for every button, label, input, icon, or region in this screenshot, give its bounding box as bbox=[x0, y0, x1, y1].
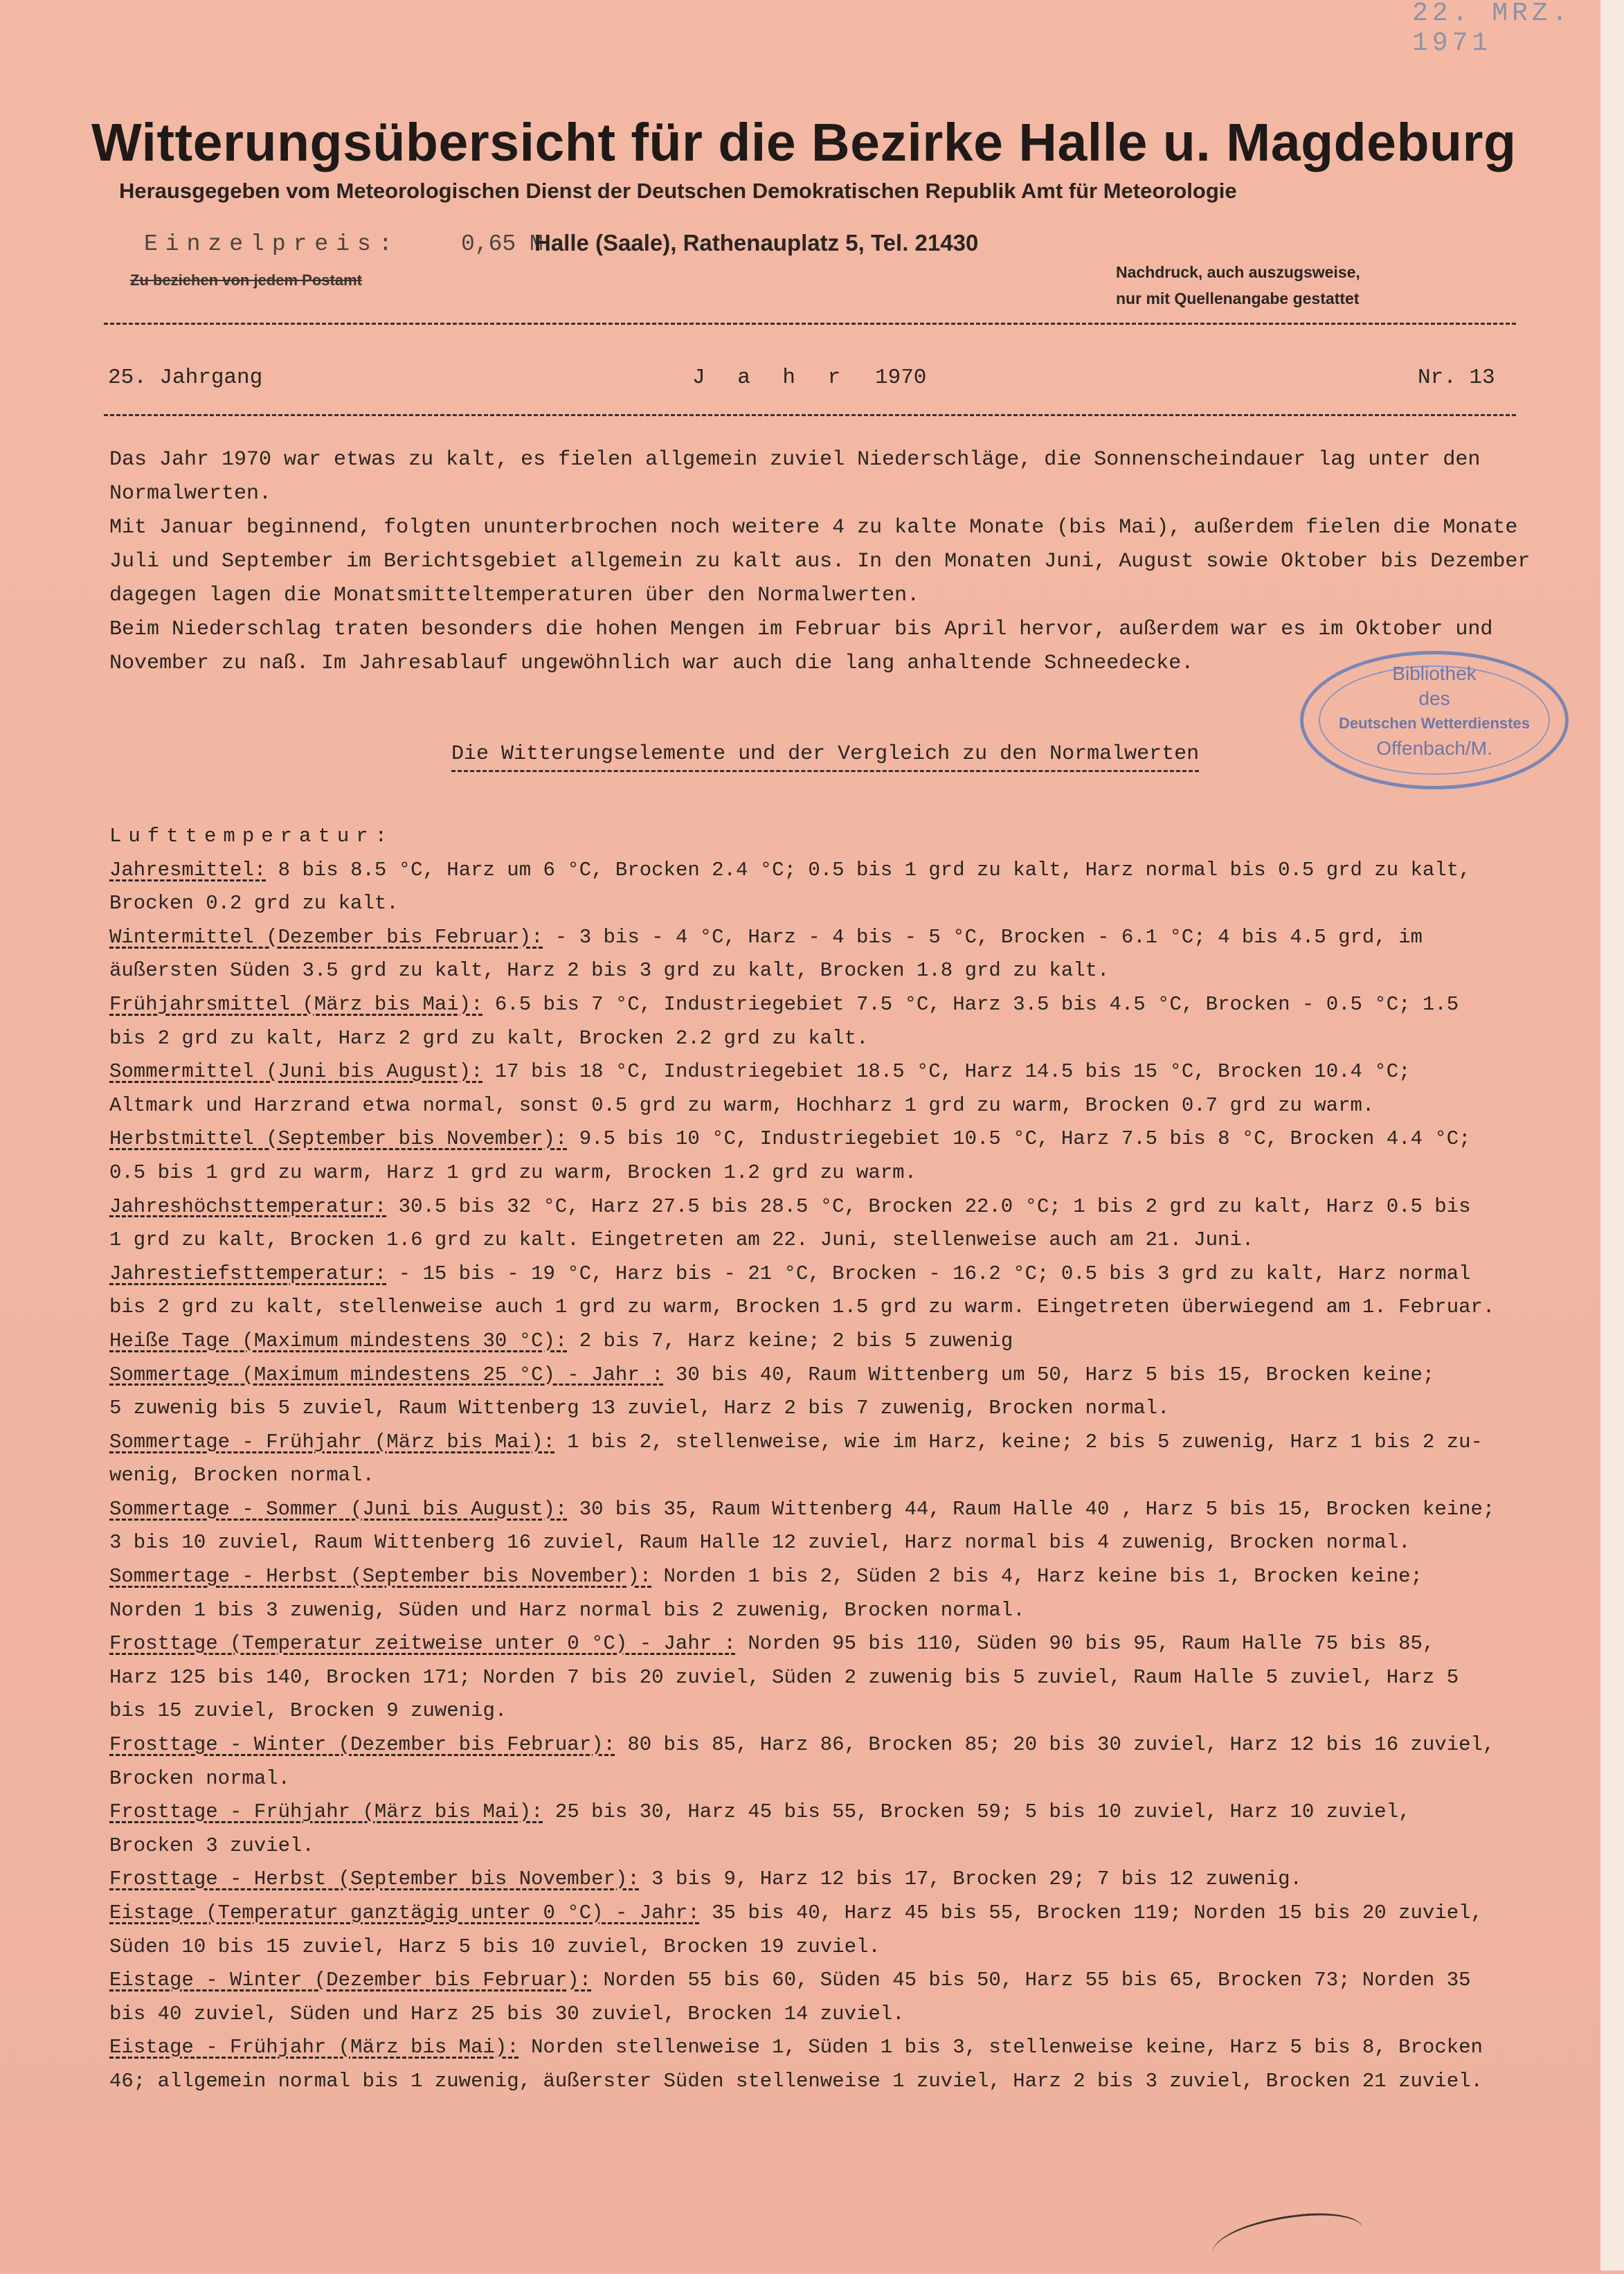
element-label: Jahreshöchsttemperatur: bbox=[109, 1194, 387, 1218]
text-line bbox=[109, 1022, 1535, 1056]
text-line bbox=[109, 1627, 1535, 1661]
reprint-notice bbox=[1116, 259, 1360, 312]
element-values: Norden 1 bis 3 zuwenig, Süden und Harz normal bis 2 zuwenig, Brocken normal. bbox=[109, 1598, 1025, 1622]
library-stamp-line: des bbox=[1418, 688, 1450, 709]
element-values: Norden 1 bis 2, Süden 2 bis 4, Harz keine bis 1, Brocken keine; bbox=[651, 1565, 1423, 1588]
text-line bbox=[109, 1728, 1535, 1762]
element-label: Frosttage - Frühjahr (März bis Mai): bbox=[109, 1800, 543, 1824]
text-line bbox=[109, 2065, 1535, 2099]
section-title: Die Witterungselemente und der Vergleich zu den Normalwerten bbox=[451, 742, 1199, 772]
element-label: Heiße Tage (Maximum mindestens 30 °C): bbox=[109, 1329, 568, 1352]
element-values: 9.5 bis 10 °C, Industriegebiet 10.5 °C, Harz 7.5 bis 8 °C, Brocken 4.4 °C; bbox=[567, 1127, 1471, 1151]
element-label: Sommertage - Frühjahr (März bis Mai): bbox=[109, 1430, 555, 1453]
element-values: Süden 10 bis 15 zuviel, Harz 5 bis 10 zuviel, Brocken 19 zuviel. bbox=[109, 1935, 881, 1958]
temperature-section bbox=[109, 820, 1535, 2099]
element-values: 25 bis 30, Harz 45 bis 55, Brocken 59; 5 bis 10 zuviel, Harz 10 zuviel, bbox=[543, 1800, 1411, 1824]
text-line bbox=[109, 1392, 1535, 1426]
element-values: Brocken 0.2 grd zu kalt. bbox=[109, 892, 399, 915]
text-line bbox=[109, 1089, 1535, 1123]
element-values: bis 40 zuviel, Süden und Harz 25 bis 30 zuviel, Brocken 14 zuviel. bbox=[109, 2002, 905, 2025]
intro-paragraph bbox=[109, 443, 1531, 681]
element-label: Eistage (Temperatur ganztägig unter 0 °C) - Jahr: bbox=[109, 1901, 700, 1924]
element-values: - 3 bis - 4 °C, Harz - 4 bis - 5 °C, Brocken - 6.1 °C; 4 bis 4.5 grd, im bbox=[543, 925, 1423, 949]
element-label: Jahresmittel: bbox=[109, 858, 267, 881]
element-values: 5 zuwenig bis 5 zuviel, Raum Wittenberg 13 zuviel, Harz 2 bis 7 zuwenig, Brocken normal. bbox=[109, 1397, 1170, 1420]
element-values: Norden 95 bis 110, Süden 90 bis 95, Raum Halle 75 bis 85, bbox=[735, 1632, 1435, 1656]
element-values: Brocken normal. bbox=[109, 1766, 291, 1790]
intro-line: Normalwerten. bbox=[109, 482, 272, 505]
element-label: Wintermittel (Dezember bis Februar): bbox=[109, 925, 543, 949]
text-line bbox=[109, 1964, 1535, 1998]
publisher-address: Halle (Saale), Rathenauplatz 5, Tel. 21430 bbox=[534, 230, 979, 256]
document-title: Witterungsübersicht für die Bezirke Halle u. Magdeburg bbox=[91, 113, 1517, 172]
year-value: 1970 bbox=[875, 366, 927, 390]
element-values: Altmark und Harzrand etwa normal, sonst 0.5 grd zu warm, Hochharz 1 grd zu warm, Brocken 0.7 grd zu warm. bbox=[109, 1093, 1375, 1117]
element-values: bis 2 grd zu kalt, stellenweise auch 1 grd zu warm, Brocken 1.5 grd zu warm. Eingetreten überwiegend am 1. Februar. bbox=[109, 1296, 1495, 1319]
text-line bbox=[109, 1863, 1535, 1897]
text-line bbox=[109, 1762, 1535, 1796]
element-values: 8 bis 8.5 °C, Harz um 6 °C, Brocken 2.4 °C; 0.5 bis 1 grd zu kalt, Harz normal bis 0.5 grd zu kalt, bbox=[266, 858, 1471, 881]
text-line bbox=[109, 1224, 1535, 1257]
postal-note: Zu beziehen von jedem Postamt bbox=[130, 271, 362, 289]
text-line bbox=[109, 1291, 1535, 1325]
text-line bbox=[109, 2031, 1535, 2065]
reprint-line-1: Nachdruck, auch auszugsweise, bbox=[1116, 263, 1360, 281]
intro-line: Mit Januar beginnend, folgten ununterbrochen noch weitere 4 zu kalte Monate (bis Mai), außerdem fielen die Monate bbox=[109, 516, 1518, 539]
text-line bbox=[109, 1257, 1535, 1291]
element-values: 0.5 bis 1 grd zu warm, Harz 1 grd zu warm, Brocken 1.2 grd zu warm. bbox=[109, 1161, 917, 1184]
library-stamp-line: Bibliothek bbox=[1392, 663, 1477, 684]
price-value: 0,65 M bbox=[461, 231, 543, 257]
element-values: 30.5 bis 32 °C, Harz 27.5 bis 28.5 °C, Brocken 22.0 °C; 1 bis 2 grd zu kalt, Harz 0.5 bis bbox=[386, 1194, 1471, 1218]
text-line bbox=[109, 1796, 1535, 1829]
element-values: Brocken 3 zuviel. bbox=[109, 1834, 314, 1857]
library-stamp-line: Offenbach/M. bbox=[1376, 737, 1492, 759]
element-label: Frosttage (Temperatur zeitweise unter 0 °C) - Jahr : bbox=[109, 1632, 736, 1656]
text-line bbox=[109, 921, 1535, 955]
page-edge bbox=[1600, 0, 1624, 2271]
intro-line: Beim Niederschlag traten besonders die hohen Mengen im Februar bis April hervor, außerdem war es im Oktober und bbox=[109, 618, 1493, 641]
intro-line: Das Jahr 1970 war etwas zu kalt, es fielen allgemein zuviel Niederschläge, die Sonnenscheindauer lag unter den bbox=[109, 448, 1481, 472]
text-line bbox=[109, 1156, 1535, 1190]
element-values: 80 bis 85, Harz 86, Brocken 85; 20 bis 30 zuviel, Harz 12 bis 16 zuviel, bbox=[615, 1733, 1495, 1757]
issue-number: Nr. 13 bbox=[1418, 366, 1495, 390]
text-line bbox=[109, 1493, 1535, 1527]
intro-line: November zu naß. Im Jahresablauf ungewöhnlich war auch die lang anhaltende Schneedecke. bbox=[109, 652, 1194, 675]
element-values: 17 bis 18 °C, Industriegebiet 18.5 °C, Harz 14.5 bis 15 °C, Brocken 10.4 °C; bbox=[482, 1060, 1411, 1084]
text-line bbox=[109, 1426, 1535, 1460]
publisher-line: Herausgegeben vom Meteorologischen Dienst der Deutschen Demokratischen Republik Amt für Meteorologie bbox=[119, 179, 1237, 203]
element-values: 30 bis 35, Raum Wittenberg 44, Raum Halle 40 , Harz 5 bis 15, Brocken keine; bbox=[567, 1497, 1495, 1521]
receipt-date-stamp: 22. MRZ. 1971 bbox=[1412, 0, 1572, 58]
section-heading: Lufttemperatur: bbox=[109, 825, 395, 848]
text-line bbox=[109, 1897, 1535, 1931]
text-line bbox=[109, 1931, 1535, 1964]
element-label: Jahrestiefsttemperatur: bbox=[109, 1262, 387, 1285]
text-line bbox=[109, 1122, 1535, 1156]
element-values: 1 grd zu kalt, Brocken 1.6 grd zu kalt. Eingetreten am 22. Juni, stellenweise auch am 21. Juni. bbox=[109, 1228, 1254, 1252]
element-values: 1 bis 2, stellenweise, wie im Harz, keine; 2 bis 5 zuwenig, Harz 1 bis 2 zu- bbox=[554, 1430, 1483, 1453]
text-line bbox=[109, 954, 1535, 988]
text-line bbox=[109, 1325, 1535, 1359]
element-label: Sommertage - Herbst (September bis November): bbox=[109, 1565, 652, 1588]
text-line bbox=[109, 1594, 1535, 1628]
intro-line: dagegen lagen die Monatsmitteltemperaturen über den Normalwerten. bbox=[109, 584, 920, 607]
element-label: Eistage - Frühjahr (März bis Mai): bbox=[109, 2036, 519, 2059]
element-label: Sommertage - Sommer (Juni bis August): bbox=[109, 1497, 568, 1521]
price-label: Einzelpreis: bbox=[144, 231, 400, 257]
text-line bbox=[109, 1998, 1535, 2032]
volume-label: 25. Jahrgang bbox=[108, 366, 263, 390]
element-label: Sommermittel (Juni bis August): bbox=[109, 1060, 483, 1084]
element-values: bis 2 grd zu kalt, Harz 2 grd zu kalt, Brocken 2.2 grd zu kalt. bbox=[109, 1026, 869, 1050]
element-label: Frosttage - Herbst (September bis November): bbox=[109, 1868, 640, 1891]
text-line bbox=[109, 1661, 1535, 1695]
element-values: 3 bis 10 zuviel, Raum Wittenberg 16 zuviel, Raum Halle 12 zuviel, Harz normal bis 4 zuwenig, Brocken normal. bbox=[109, 1531, 1411, 1555]
element-values: - 15 bis - 19 °C, Harz bis - 21 °C, Brocken - 16.2 °C; 0.5 bis 3 grd zu kalt, Harz normal bbox=[386, 1262, 1471, 1285]
element-values: Harz 125 bis 140, Brocken 171; Norden 7 bis 20 zuviel, Süden 2 zuwenig bis 5 zuviel, Raum Halle 5 zuviel, Harz 5 bbox=[109, 1665, 1459, 1689]
element-values: 2 bis 7, Harz keine; 2 bis 5 zuwenig bbox=[567, 1329, 1013, 1352]
text-line bbox=[109, 887, 1535, 921]
text-line bbox=[109, 1694, 1535, 1728]
element-values: 6.5 bis 7 °C, Industriegebiet 7.5 °C, Harz 3.5 bis 4.5 °C, Brocken - 0.5 °C; 1.5 bbox=[482, 992, 1459, 1016]
text-line bbox=[109, 1560, 1535, 1594]
element-values: 30 bis 40, Raum Wittenberg um 50, Harz 5 bis 15, Brocken keine; bbox=[663, 1363, 1435, 1386]
element-values: 46; allgemein normal bis 1 zuwenig, äußerster Süden stellenweise 1 zuviel, Harz 2 bis 3 zuviel, Brocken 21 zuviel. bbox=[109, 2069, 1483, 2093]
text-line bbox=[109, 1190, 1535, 1224]
text-line bbox=[109, 1359, 1535, 1393]
divider-top bbox=[104, 323, 1516, 325]
element-values: äußersten Süden 3.5 grd zu kalt, Harz 2 bis 3 grd zu kalt, Brocken 1.8 grd zu kalt. bbox=[109, 959, 1110, 983]
element-values: bis 15 zuviel, Brocken 9 zuwenig. bbox=[109, 1699, 507, 1723]
element-values: Norden 55 bis 60, Süden 45 bis 50, Harz 55 bis 65, Brocken 73; Norden 35 bbox=[591, 1969, 1471, 1992]
element-label: Herbstmittel (September bis November): bbox=[109, 1127, 568, 1151]
library-stamp-line: Deutschen Wetterdienstes bbox=[1339, 715, 1530, 732]
element-label: Sommertage (Maximum mindestens 25 °C) - Jahr : bbox=[109, 1363, 664, 1386]
text-line bbox=[109, 1459, 1535, 1493]
element-values: wenig, Brocken normal. bbox=[109, 1464, 375, 1487]
element-values: 35 bis 40, Harz 45 bis 55, Brocken 119; Norden 15 bis 20 zuviel, bbox=[699, 1901, 1483, 1924]
divider-bottom bbox=[104, 414, 1516, 416]
temperature-lines bbox=[109, 854, 1535, 2099]
element-label: Frosttage - Winter (Dezember bis Februar): bbox=[109, 1733, 615, 1757]
text-line bbox=[109, 1055, 1535, 1089]
element-label: Eistage - Winter (Dezember bis Februar): bbox=[109, 1969, 592, 1992]
text-line bbox=[109, 1526, 1535, 1560]
text-line bbox=[109, 854, 1535, 888]
text-line bbox=[109, 988, 1535, 1022]
element-values: Norden stellenweise 1, Süden 1 bis 3, stellenweise keine, Harz 5 bis 8, Brocken bbox=[518, 2036, 1483, 2059]
text-line bbox=[109, 1829, 1535, 1863]
year-label: J a h r bbox=[692, 366, 851, 390]
element-label: Frühjahrsmittel (März bis Mai): bbox=[109, 992, 483, 1016]
intro-line: Juli und September im Berichtsgebiet allgemein zu kalt aus. In den Monaten Juni, August sowie Oktober bis Dezember bbox=[109, 550, 1531, 573]
library-stamp bbox=[1300, 651, 1569, 789]
element-values: 3 bis 9, Harz 12 bis 17, Brocken 29; 7 bis 12 zuwenig. bbox=[639, 1868, 1302, 1891]
reprint-line-2: nur mit Quellenangabe gestattet bbox=[1116, 289, 1360, 307]
